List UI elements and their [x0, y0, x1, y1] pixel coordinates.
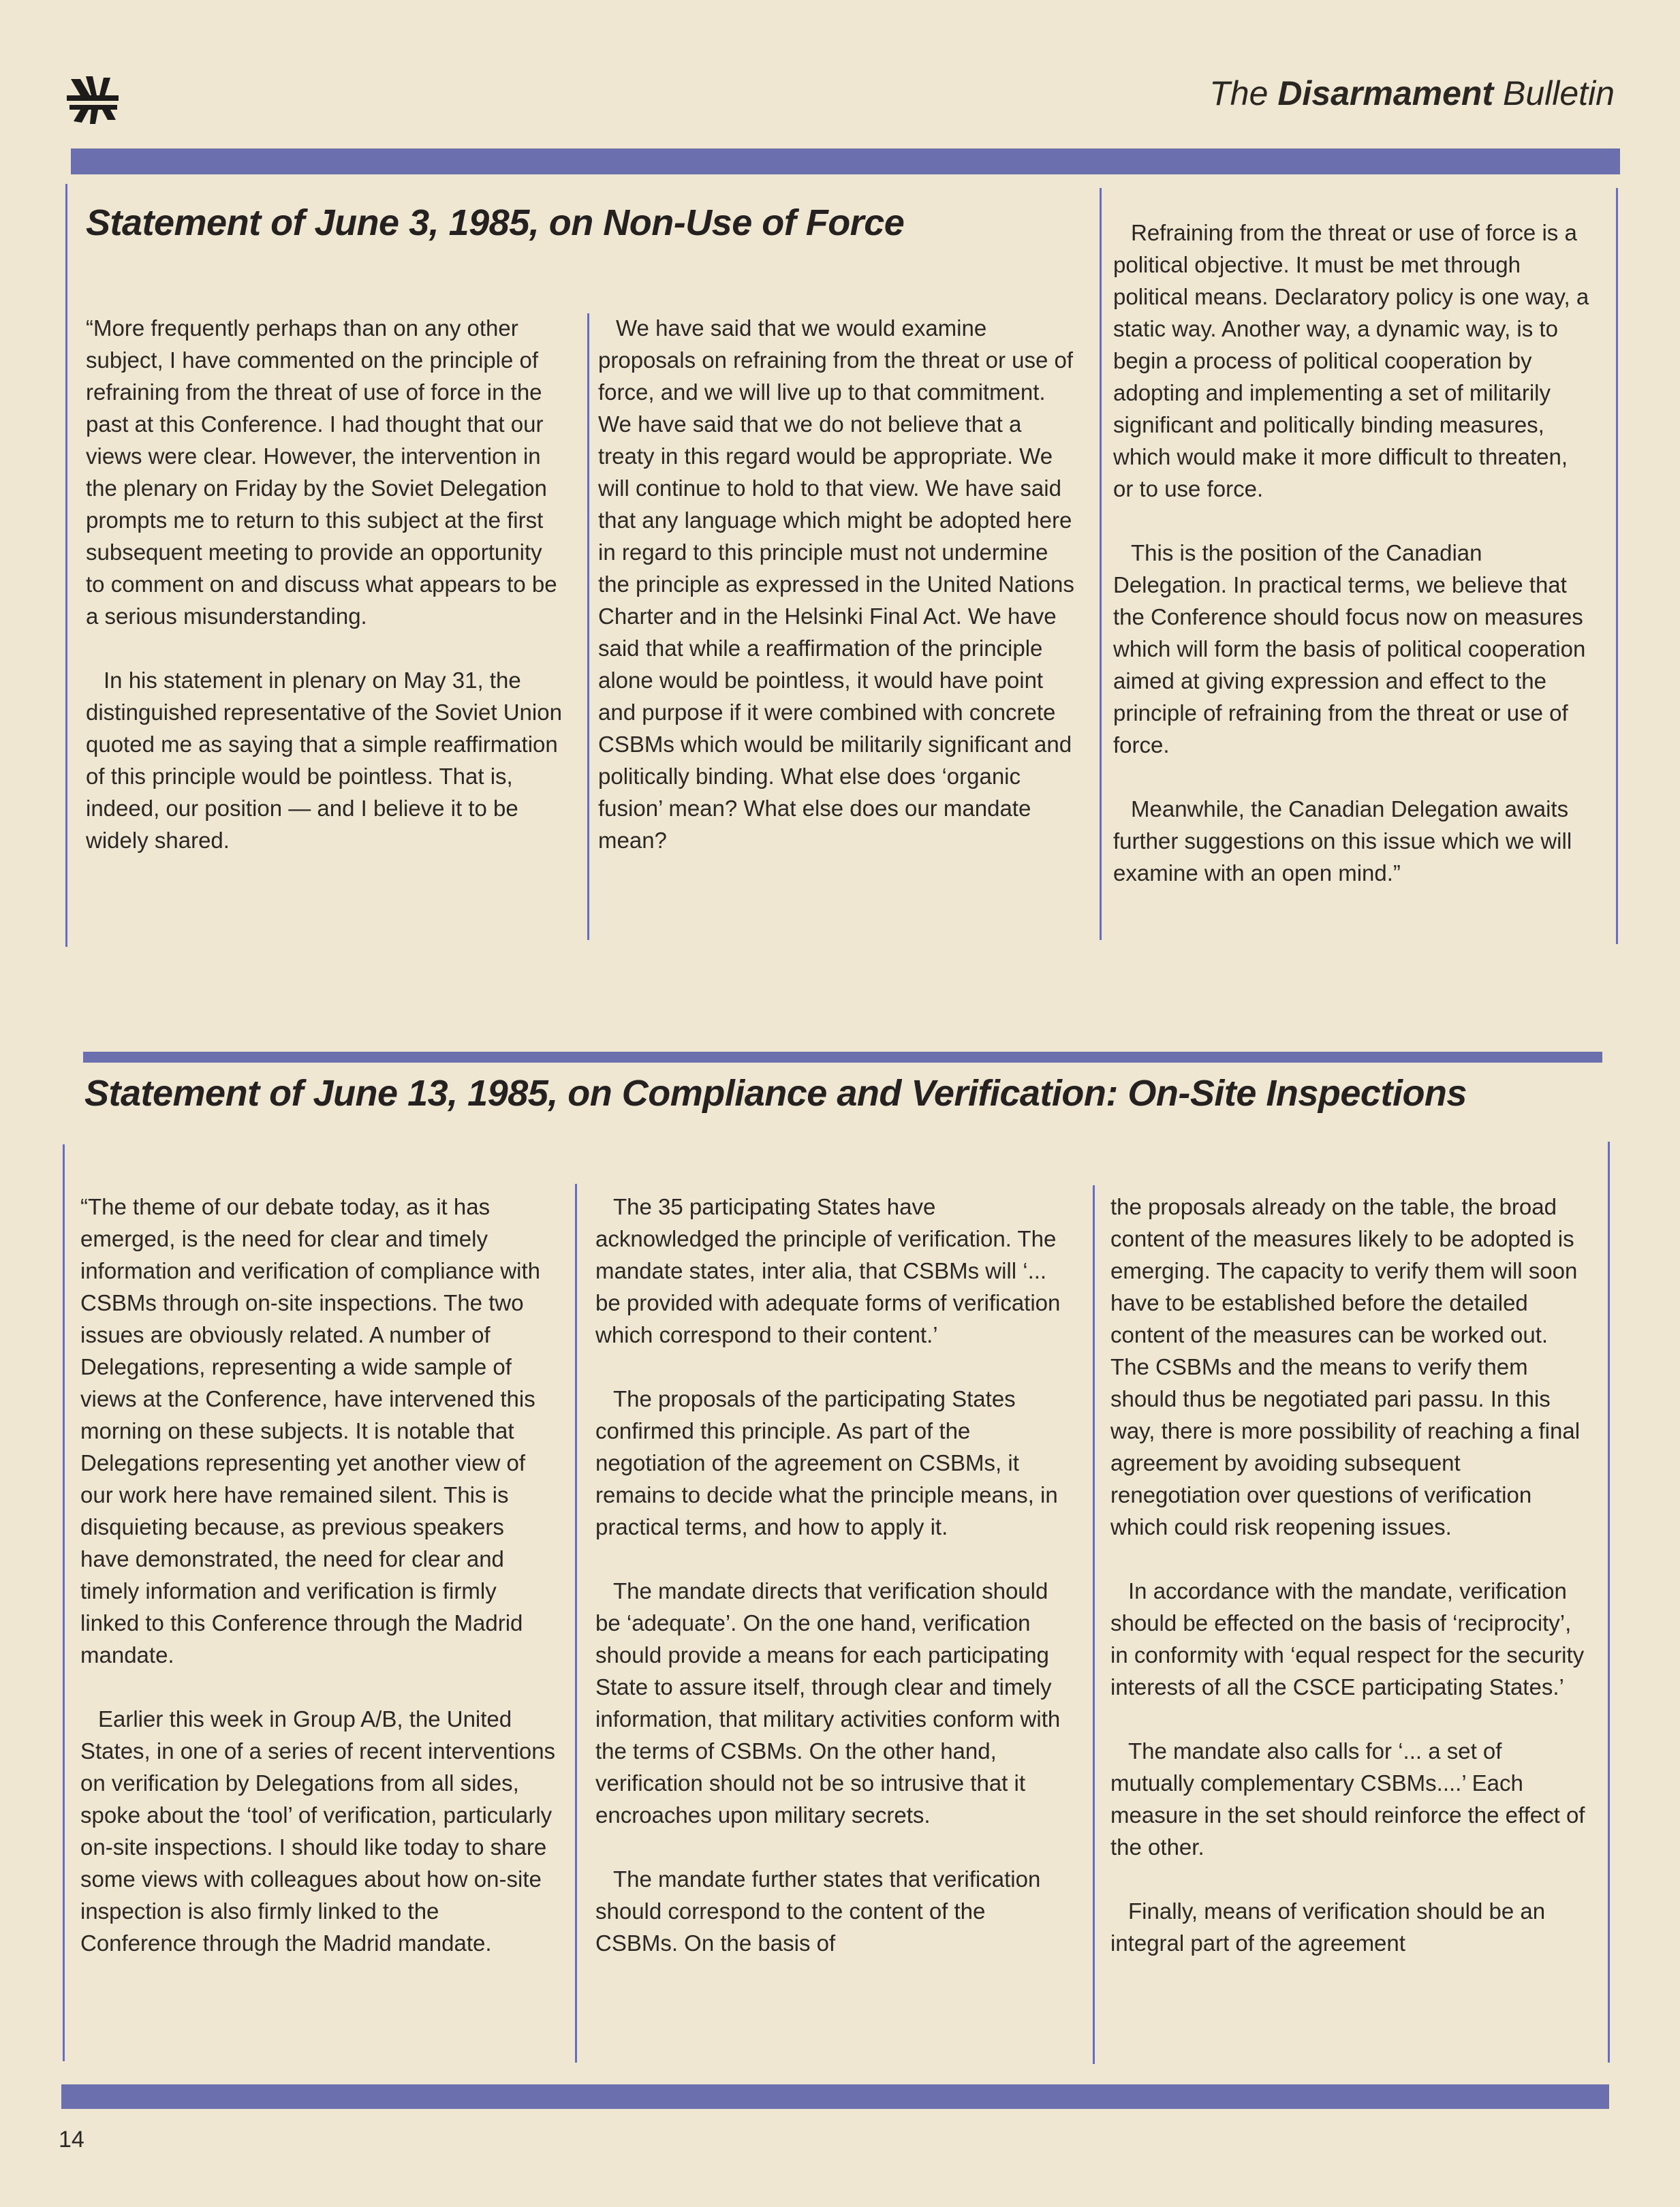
section2-column-2 [595, 1191, 1072, 1959]
section1-column-2 [598, 312, 1075, 856]
bottom-color-bar [61, 2084, 1609, 2109]
paragraph: The mandate also calls for ‘... a set of mutually complementary CSBMs....’ Each measure in the set should reinforce the effect of the other. [1110, 1738, 1585, 1860]
paragraph: The mandate further states that verification should correspond to the content of the CSBMs. On the basis of [595, 1866, 1041, 1956]
publication-title-bold: Disarmament [1277, 74, 1494, 112]
page-number: 14 [59, 2127, 84, 2153]
column-divider-3 [575, 1184, 577, 2063]
paragraph: In his statement in plenary on May 31, the distinguished representative of the Soviet Union quoted me as saying that a simple reaffirmation of this principle would be pointless. That is, indeed, our position — and I believe it to be widely shared. [86, 668, 562, 853]
bulletin-logo-icon [65, 72, 120, 127]
right-border-top [1616, 188, 1618, 944]
section1-column-1 [86, 312, 563, 856]
paragraph: Refraining from the threat or use of force is a political objective. It must be met through political means. Declaratory policy is one way, a static way. Another way, a dynamic way, is to begin a process of political cooperation by adopting and implementing a set of militarily significant and politically binding measures, which would make it more difficult to threaten, or to use force. [1113, 220, 1589, 501]
publication-title-suffix: Bulletin [1493, 74, 1615, 112]
paragraph: Earlier this week in Group A/B, the United States, in one of a series of recent interventions on verification by Delegations from all sides, spoke about the ‘tool’ of verification, particularly on-site inspections. I should like today to share some views with colleagues about how on-site inspection is also firmly linked to the Conference through the Madrid mandate. [80, 1706, 556, 1956]
paragraph: In accordance with the mandate, verification should be effected on the basis of ‘reciprocity’, in conformity with ‘equal respect for the security interests of all the CSCE participating States.’ [1110, 1578, 1585, 1700]
paragraph: “The theme of our debate today, as it has emerged, is the need for clear and timely information and verification of compliance with CSBMs through on-site inspections. The two issues are obviously related. A number of Delegations, representing a wide sample of views at the Conference, have intervened this morning on these subjects. It is notable that Delegations representing yet another view of our work here have remained silent. This is disquieting because, as previous speakers have demonstrated, the need for clear and timely information and verification is firmly linked to this Conference through the Madrid mandate. [80, 1194, 541, 1668]
paragraph: “More frequently perhaps than on any other subject, I have commented on the principle of refraining from the threat of use of force in the past at this Conference. I had thought that our views were clear. However, the intervention in the plenary on Friday by the Soviet Delegation prompts me to return to this subject at the first subsequent meeting to provide an opportunity to comment on and discuss what appears to be a serious misunderstanding. [86, 315, 557, 629]
paragraph: The mandate directs that verification should be ‘adequate’. On the one hand, verification should provide a means for each participating State to assure itself, through clear and timely information, that military activities conform with the terms of CSBMs. On the other hand, verification should not be so intrusive that it encroaches upon military secrets. [595, 1578, 1061, 1828]
right-border-bottom [1608, 1142, 1610, 2063]
column-divider-4 [1093, 1185, 1095, 2064]
left-border-top [65, 184, 67, 947]
top-color-bar [71, 148, 1620, 174]
section2-title: Statement of June 13, 1985, on Compliance and Verification: On-Site Inspections [84, 1073, 1467, 1114]
section2-column-1 [80, 1191, 557, 1959]
paragraph: Finally, means of verification should be an integral part of the agreement [1110, 1898, 1546, 1956]
column-divider-1 [587, 313, 589, 940]
section2-column-3 [1110, 1191, 1587, 1959]
paragraph: The 35 participating States have acknowledged the principle of verification. The mandate states, inter alia, that CSBMs will ‘... be provided with adequate forms of verification which correspond to their content.’ [595, 1194, 1061, 1347]
paragraph: the proposals already on the table, the broad content of the measures likely to be adopted is emerging. The capacity to verify them will soon have to be established before the detailed content of the measures can be worked out. The CSBMs and the means to verify them should thus be negotiated pari passu. In this way, there is more possibility of reaching a final agreement by avoiding subsequent renegotiation over questions of verification which could risk reopening issues. [1110, 1194, 1581, 1539]
paragraph: This is the position of the Canadian Delegation. In practical terms, we believe that the Conference should focus now on measures which will form the basis of political cooperation aimed at giving expression and effect to the principle of refraining from the threat or use of force. [1113, 540, 1586, 757]
column-divider-2 [1100, 188, 1102, 940]
left-border-bottom [63, 1144, 65, 2061]
section1-title: Statement of June 3, 1985, on Non-Use of Force [86, 202, 905, 243]
section1-column-3 [1113, 217, 1590, 889]
middle-color-bar [83, 1052, 1602, 1063]
paragraph: The proposals of the participating States confirmed this principle. As part of the negotiation of the agreement on CSBMs, it remains to decide what the principle means, in practical terms, and how to apply it. [595, 1386, 1058, 1539]
publication-title [1209, 74, 1615, 113]
publication-title-prefix: The [1209, 74, 1278, 112]
paragraph: We have said that we would examine proposals on refraining from the threat or use of force, and we will live up to that commitment. We have said that we do not believe that a treaty in this regard would be appropriate. We will continue to hold to that view. We have said that any language which might be adopted here in regard to this principle must not undermine the principle as expressed in the United Nations Charter and in the Helsinki Final Act. We have said that while a reaffirmation of the principle alone would be pointless, it would have point and purpose if it were combined with concrete CSBMs which would be militarily significant and politically binding. What else does ‘organic fusion’ mean? What else does our mandate mean? [598, 315, 1074, 853]
paragraph: Meanwhile, the Canadian Delegation awaits further suggestions on this issue which we will examine with an open mind.” [1113, 796, 1572, 886]
